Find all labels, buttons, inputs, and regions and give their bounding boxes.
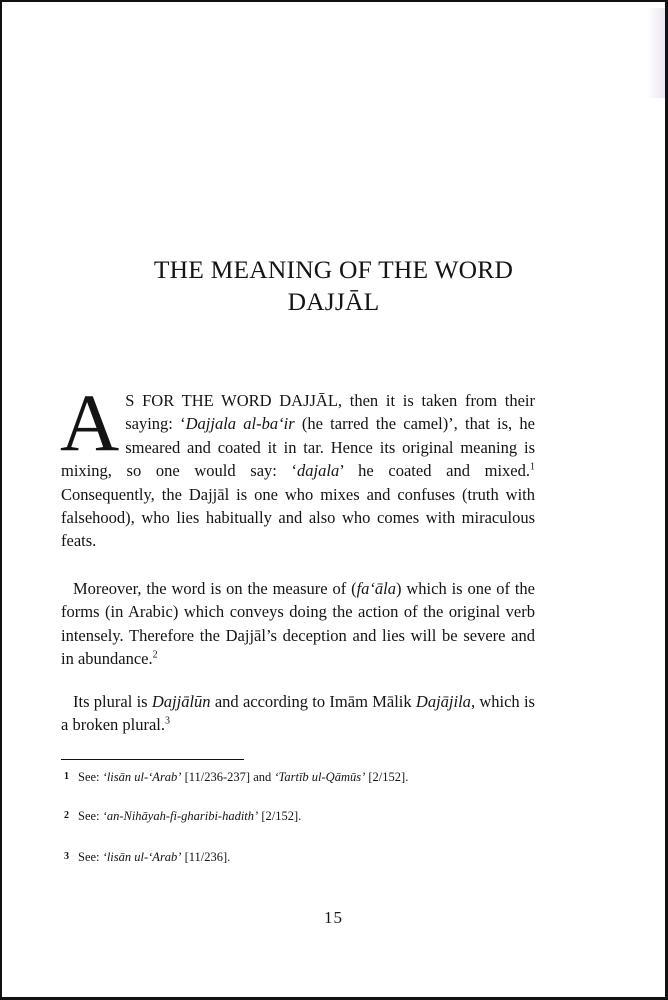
footnote-1 [64, 769, 408, 785]
p3-italic-2: Dajājila [415, 692, 471, 711]
footnote-source-title: ‘an-Nihāyah-fi-gharibi-hadith’ [102, 809, 259, 823]
footnote-prefix: See: [78, 770, 103, 784]
p3-text-1: Its plural is [73, 692, 152, 711]
footnote-source-title: ‘Tartīb ul-Qāmūs’ [274, 770, 366, 784]
chapter-title-line-1: THE MEANING OF THE WORD [153, 255, 514, 284]
footnote-source-title: ‘lisān ul-‘Arab’ [102, 850, 182, 864]
footnote-ref-text: [11/236-237] and [181, 770, 275, 784]
footnote-divider [61, 759, 244, 760]
chapter-title [2, 254, 665, 318]
paragraph-2 [61, 577, 535, 671]
footnote-ref-3[interactable]: 3 [165, 715, 171, 727]
footnote-number: 2 [64, 810, 69, 821]
footnote-source-title: ‘lisān ul-‘Arab’ [102, 770, 182, 784]
page-number: 15 [324, 908, 343, 927]
footnote-ref-1[interactable]: 1 [530, 461, 535, 473]
footnote-number: 1 [64, 771, 69, 782]
footnote-ref-text: [2/152]. [365, 770, 409, 784]
p1-text-3: ’ he coated and mixed. [339, 461, 530, 481]
p2-text-1: Moreover, the word is on the measure of ( [73, 579, 357, 598]
footnote-number: 3 [64, 851, 69, 862]
footnote-prefix: See: [78, 809, 103, 823]
p3-text-2: and according to Imām Mālik [210, 692, 416, 711]
p2-text-2: ) which is one of the forms (in Arabic) which conveys doing the action of the original verb intensely. Therefore the Dajjāl’s deception and lies will be severe and in abundance. [61, 579, 535, 669]
page-edge-tint [647, 8, 665, 98]
paragraph-1 [60, 377, 535, 553]
footnote-ref-text: [11/236]. [181, 850, 231, 864]
footnote-3 [64, 849, 230, 865]
p1-italic-2: dajala [297, 461, 340, 481]
footnote-2 [64, 808, 301, 824]
p3-italic-1: Dajjālūn [151, 692, 211, 711]
chapter-title-line-2: DAJJĀL [287, 287, 380, 316]
footnote-prefix: See: [78, 850, 103, 864]
p1-text-1: S FOR THE WORD DAJJĀL, then it is taken from their saying: ‘ [125, 391, 535, 434]
footnote-ref-text: [2/152]. [258, 809, 302, 823]
p1-italic-1: Dajjala al-ba‘ir [185, 414, 295, 434]
footnote-ref-2[interactable]: 2 [152, 649, 158, 661]
drop-cap: A [60, 377, 120, 468]
p1-text-2: (he tarred the camel)’, that is, he smeared and coated it in tar. Hence its original meaning is mixing, so one would say: ‘ [61, 414, 535, 481]
p3-text-3: , which is a broken plural. [61, 692, 535, 735]
p1-text-4: Consequently, the Dajjāl is one who mixes and confuses (truth with falsehood), who lies habitually and also who comes with miraculous feats. [61, 484, 535, 551]
paragraph-3 [61, 690, 535, 737]
p2-italic-1: fa‘āla [356, 579, 396, 598]
